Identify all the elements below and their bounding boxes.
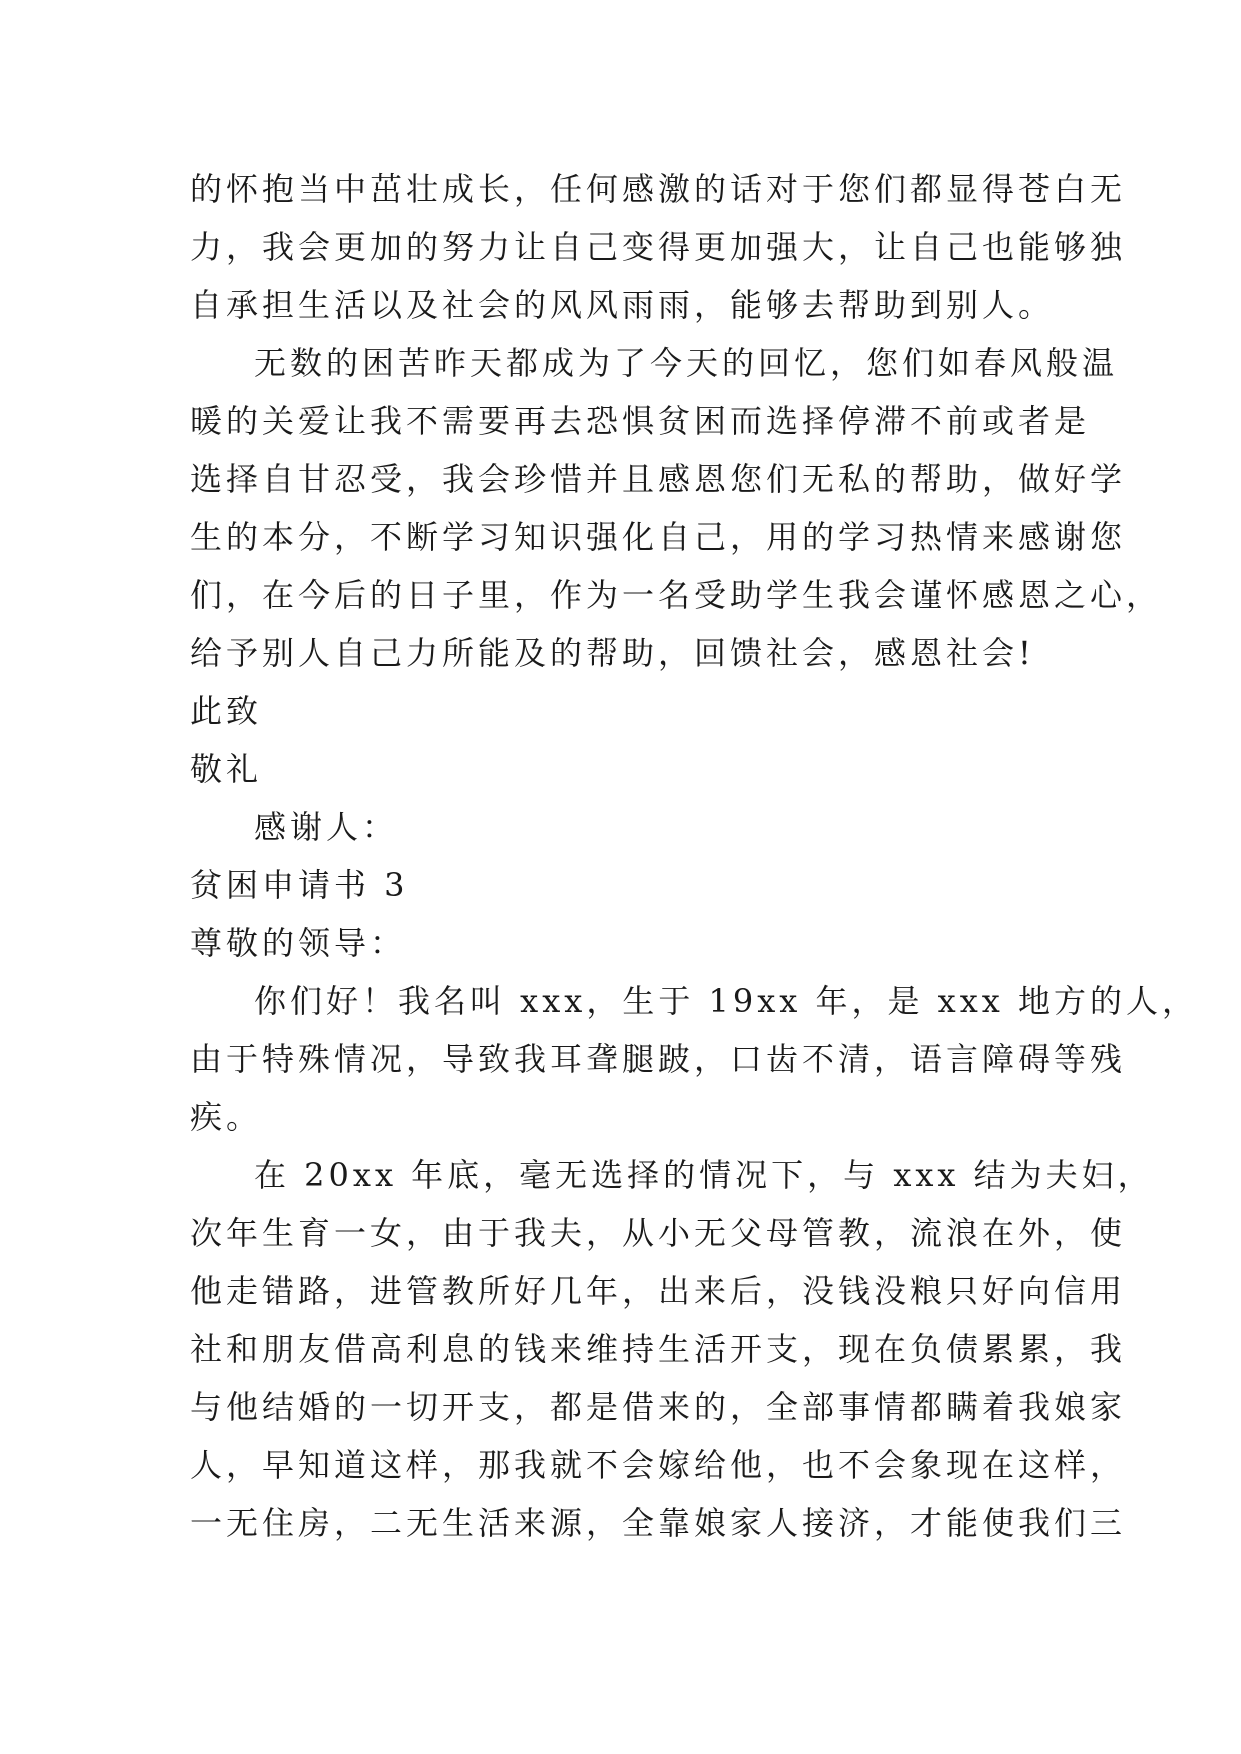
text-line: 给予别人自己力所能及的帮助，回馈社会，感恩社会! [190, 634, 1035, 672]
text-line: 你们好！我名叫 xxx，生于 19xx 年，是 xxx 地方的人， [254, 982, 1198, 1020]
text-line: 社和朋友借高利息的钱来维持生活开支，现在负债累累，我 [190, 1330, 1127, 1368]
text-line: 自承担生活以及社会的风风雨雨，能够去帮助到别人。 [190, 286, 1055, 324]
text-line: 暖的关爱让我不需要再去恐惧贫困而选择停滞不前或者是 [190, 402, 1091, 440]
text-line: 由于特殊情况，导致我耳聋腿跛，口齿不清，语言障碍等残 [190, 1040, 1127, 1078]
text-line: 疾。 [190, 1098, 263, 1136]
text-line: 无数的困苦昨天都成为了今天的回忆，您们如春风般温 [254, 344, 1119, 382]
text-line: 们，在今后的日子里，作为一名受助学生我会谨怀感恩之心， [190, 576, 1163, 614]
letter-greeting: 尊敬的领导： [190, 924, 407, 962]
text-line: 一无住房，二无生活来源，全靠娘家人接济，才能使我们三 [190, 1504, 1127, 1542]
section-title: 贫困申请书 3 [190, 866, 409, 904]
text-line: 人，早知道这样，那我就不会嫁给他，也不会象现在这样， [190, 1446, 1127, 1484]
text-line: 他走错路，进管教所好几年，出来后，没钱没粮只好向信用 [190, 1272, 1127, 1310]
closing-salutation: 此致 [190, 692, 263, 730]
text-line: 的怀抱当中茁壮成长，任何感激的话对于您们都显得苍白无 [190, 170, 1127, 208]
text-line: 力，我会更加的努力让自己变得更加强大，让自己也能够独 [190, 228, 1127, 266]
text-line: 生的本分，不断学习知识强化自己，用的学习热情来感谢您 [190, 518, 1127, 556]
text-line: 选择自甘忍受，我会珍惜并且感恩您们无私的帮助，做好学 [190, 460, 1127, 498]
signature-label: 感谢人： [254, 808, 399, 846]
text-line: 与他结婚的一切开支，都是借来的，全部事情都瞒着我娘家 [190, 1388, 1127, 1426]
document-body [190, 160, 1198, 1552]
text-line: 次年生育一女，由于我夫，从小无父母管教，流浪在外，使 [190, 1214, 1127, 1252]
text-line: 在 20xx 年底，毫无选择的情况下，与 xxx 结为夫妇， [254, 1156, 1154, 1194]
closing-regards: 敬礼 [190, 750, 263, 788]
